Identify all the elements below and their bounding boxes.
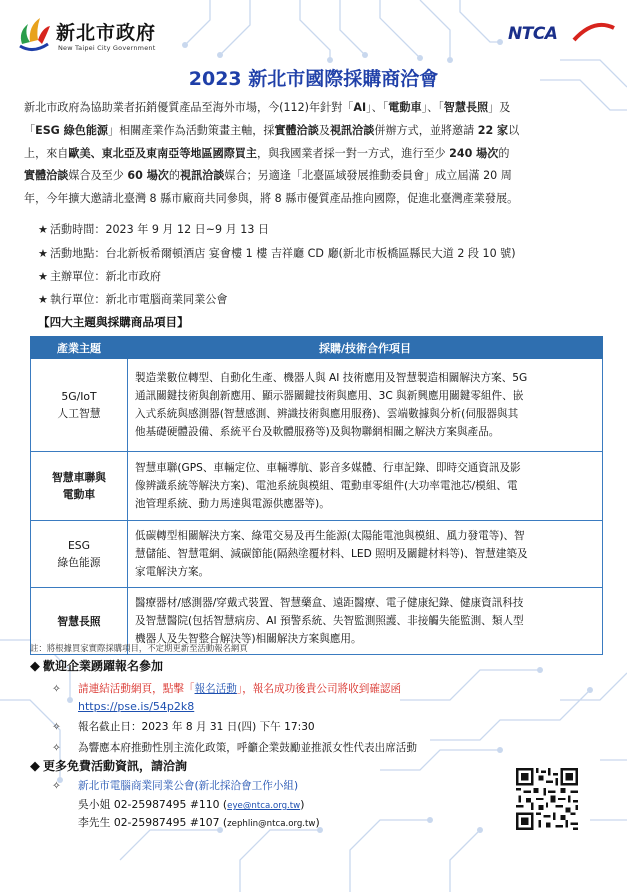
intro-paragraph: 新北市政府為協助業者拓銷優質產品至海外市場，今(112)年針對「AI」、「電動車」、「智慧長照」及 「ESG 綠色能源」相關產業作為活動策畫主軸，採實體洽談及視訊洽談併辦方式，並將邀請 22 家以 上，來自歐美、東北亞及東南亞等地區國際買主，與我國業者採一對一方式，進行至少 240 場次的 實體洽談媒合及至少 60 場次的視訊洽談媒合；另適逢「北臺區域發展推動委員會」成立屆滿 20 周 年，今年擴大邀請北臺灣 8 縣市廠商共同參與，將 8 縣市優質產品推向國際，促進北臺灣產業發展。: [24, 101, 520, 206]
info-executor: ★ 執行單位：新北市電腦商業同業公會: [38, 293, 228, 306]
sparkle-bullet-icon: ✧: [52, 683, 61, 695]
ntca-logo-text: NTCA: [508, 24, 558, 44]
ntca-swoosh-icon: [572, 22, 616, 44]
topic-cell-smart-vehicle: 智慧車聯與 電動車: [31, 452, 128, 521]
gov-logo-name: 新北市政府: [56, 22, 157, 44]
contact-person-1: 吳小姐 02-25987495 #110 (eye@ntca.org.tw): [78, 798, 305, 811]
city-emblem-icon: [14, 14, 52, 56]
items-cell: 醫療器材/感測器/穿戴式裝置、智慧藥盒、遠距醫療、電子健康紀錄、健康資訊科技 及智慧醫院(包括智慧病房、AI 預警系統、失智監測照護、非接觸失能監測、類人型 機器人及失智整合解決等)相關解決方案與應用。: [128, 588, 603, 655]
sparkle-bullet-icon: ✧: [52, 721, 61, 733]
topic-cell-5g-iot: 5G/IoT 人工智慧: [31, 359, 128, 452]
items-cell: 低碳轉型相關解決方案、綠電交易及再生能源(太陽能電池與模組、風力發電等)、智 慧儲能、智慧電網、減碳節能(隔熱塗覆材料、LED 照明及關鍵材料等)、智慧建築及 家電解決方案。: [128, 521, 603, 588]
sparkle-bullet-icon: ✧: [52, 742, 61, 754]
table-note: 註：將根據買家實際採購項目，不定期更新至活動報名網頁: [30, 643, 248, 653]
column-header-items: 採購/技術合作項目: [128, 337, 603, 359]
sparkle-bullet-icon: ✧: [52, 780, 61, 792]
column-header-topic: 產業主題: [31, 337, 128, 359]
register-link[interactable]: 報名活動: [194, 683, 237, 695]
signup-deadline: ✧ 報名截止日：2023 年 8 月 31 日(四) 下午 17:30: [52, 721, 315, 733]
table-row: [31, 521, 603, 588]
topic-cell-esg: ESG 綠色能源: [31, 521, 128, 588]
themes-section-heading: 【四大主題與採購商品項目】: [38, 315, 189, 329]
items-cell: 智慧車聯(GPS、車輛定位、車輛導航、影音多媒體、行車記錄、即時交通資訊及影 像辨識系統等解決方案)、電池系統與模組、電動車零組件(大功率電池芯/模組、電 池管理系統、動力馬達與電源供應器等)。: [128, 452, 603, 521]
info-event-time: ★ 活動時間：2023 年 9 月 12 日~9 月 13 日: [38, 223, 269, 236]
themes-table: [30, 336, 603, 655]
signup-heading: ◆ 歡迎企業踴躍報名參加: [30, 659, 164, 674]
new-taipei-city-logo: [14, 14, 174, 58]
email-link-zephlin[interactable]: zephlin@ntca.org.tw: [227, 819, 316, 829]
table-row: [31, 452, 603, 521]
items-cell: 製造業數位轉型、自動化生產、機器人與 AI 技術應用及智慧製造相關解決方案、5G 通訊關鍵技術與創新應用、顯示器關鍵技術與應用、3C 與新興應用關鍵零組件、嵌 入式系統與感測器(智慧感測、辨識技術與應用服務)、雲端數據與分析(伺服器與其 他基礎硬體設備、系統平台及軟體服務等)及與物聯網相關之解決方案與產品。: [128, 359, 603, 452]
contact-org: ✧ 新北市電腦商業同業公會(新北採洽會工作小組): [52, 780, 299, 792]
contact-heading: ◆ 更多免費活動資訊，請洽詢: [30, 759, 188, 774]
email-link-eye[interactable]: eye@ntca.org.tw: [227, 801, 301, 811]
table-header-row: [31, 337, 603, 359]
diamond-bullet-icon: ◆: [30, 659, 40, 674]
event-url-link[interactable]: https://pse.is/54p2k8: [78, 700, 195, 713]
contact-person-2: 李先生 02-25987495 #107 (zephlin@ntca.org.tw): [78, 816, 320, 829]
gov-logo-subtitle: New Taipei City Government: [58, 44, 156, 52]
info-organizer: ★ 主辦單位：新北市政府: [38, 270, 161, 283]
table-row: [31, 359, 603, 452]
topic-cell-smart-care: 智慧長照: [31, 588, 128, 655]
ntca-logo: [508, 24, 618, 46]
signup-instruction: ✧ 請連結活動網頁，點擊「報名活動」，報名成功後貴公司將收到確認函: [52, 683, 402, 695]
page-title: 2023 新北市國際採購商洽會: [188, 68, 439, 90]
gender-policy-note: ✧ 為響應本府推動性別主流化政策，呼籲企業鼓勵並推派女性代表出席活動: [52, 742, 417, 754]
qr-code-icon[interactable]: [516, 768, 578, 830]
diamond-bullet-icon: ◆: [30, 759, 40, 774]
info-event-venue: ★ 活動地點：台北新板希爾頓酒店 宴會樓 1 樓 吉祥廳 CD 廳(新北市板橋區縣民大道 2 段 10 號): [38, 247, 516, 260]
